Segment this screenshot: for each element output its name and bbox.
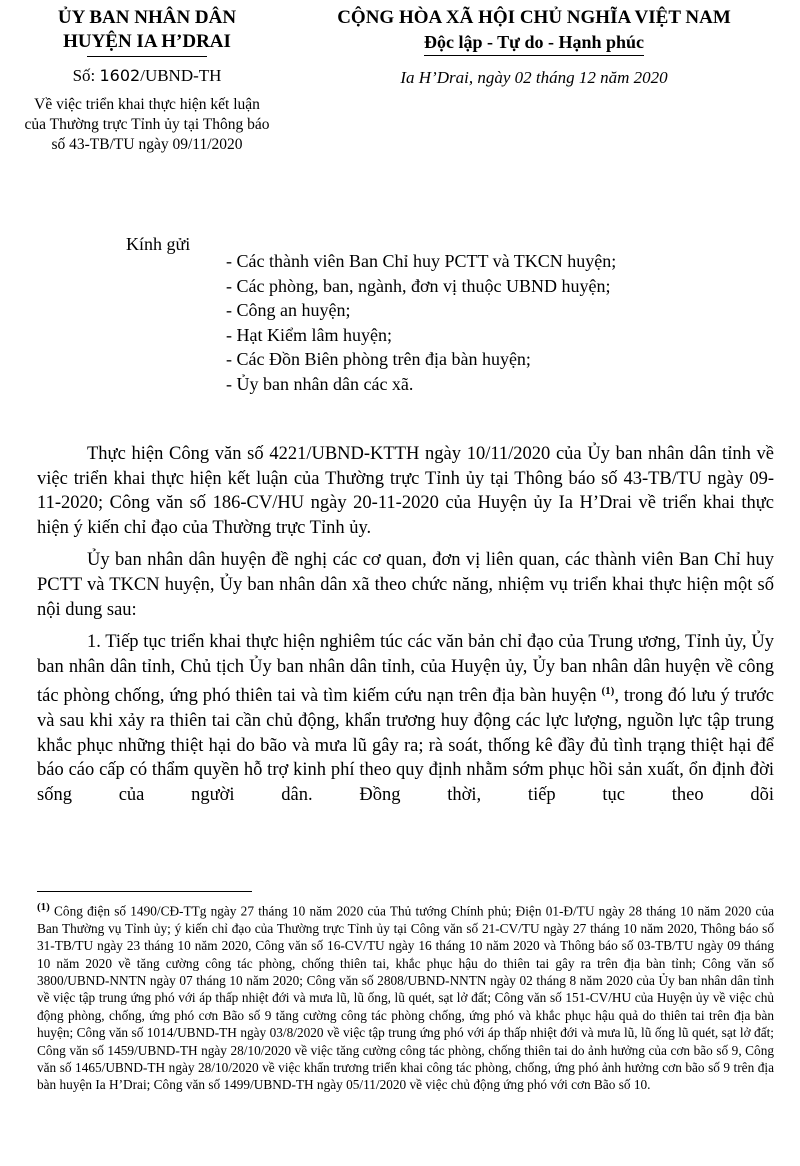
recipient-item: - Hạt Kiểm lâm huyện; <box>226 324 392 345</box>
paragraph-3-text-a: 1. Tiếp tục triển khai thực hiện nghiêm túc các văn bản chỉ đạo của Trung ương, Tỉnh ủy, Ủy ban nhân dân tỉnh, Chủ tịch Ủy ban nhân dân tỉnh, của Huyện ủy, Ủy ban nhân dân huyện về công tác phòng chống, ứng phó thiên tai và tìm kiếm cứu nạn trên địa bàn huyện <box>37 632 774 707</box>
footnote-reference[interactable]: (1) <box>601 685 615 698</box>
recipients-list <box>226 249 786 396</box>
body-paragraph-2: Ủy ban nhân dân huyện đề nghị các cơ quan, đơn vị liên quan, các thành viên Ban Chỉ huy PCTT và TKCN huyện, Ủy ban nhân dân xã theo chức năng, nhiệm vụ triển khai thực hiện một số nội dung sau: <box>37 550 774 620</box>
national-title: CỘNG HÒA XÃ HỘI CHỦ NGHĨA VIỆT NAM <box>337 7 731 28</box>
issuing-authority-block <box>22 6 272 155</box>
recipient-item: - Các phòng, ban, ngành, đơn vị thuộc UBND huyện; <box>226 275 611 296</box>
recipient-item: - Công an huyện; <box>226 300 351 320</box>
national-motto: Độc lập - Tự do - Hạnh phúc <box>424 30 644 56</box>
body-paragraph-1: Thực hiện Công văn số 4221/UBND-KTTH ngày 10/11/2020 của Ủy ban nhân dân tỉnh về việc triển khai thực hiện kết luận của Thường trực Tỉnh ủy tại Thông báo số 43-TB/TU ngày 09-11-2020; Công văn số 186-CV/HU ngày 20-11-2020 của Huyện ủy Ia H’Drai về triển khai thực hiện ý kiến chỉ đạo của Thường trực Tỉnh ủy. <box>37 444 774 538</box>
recipient-item: - Các thành viên Ban Chỉ huy PCTT và TKCN huyện; <box>226 251 617 271</box>
footnote-marker: (1) <box>37 901 50 913</box>
document-subject: Về việc triển khai thực hiện kết luận của Thường trực Tỉnh ủy tại Thông báo số 43-TB/TU ngày 09/11/2020 <box>24 96 270 153</box>
recipient-item: - Ủy ban nhân dân các xã. <box>226 373 414 394</box>
document-body <box>37 442 774 815</box>
document-number-label: Số: <box>72 66 100 85</box>
footnote-separator <box>37 891 252 892</box>
document-number-suffix: /UBND-TH <box>140 66 222 85</box>
org-name-line2: HUYỆN IA H’DRAI <box>63 31 231 52</box>
org-underline <box>87 56 207 57</box>
paragraph-3-text-b: , trong đó lưu ý trước và sau khi xảy ra thiên tai cần chủ động, khẩn trương huy động các lực lượng, nguồn lực tập trung khắc phục những thiệt hại do bão và mưa lũ gây ra; rà soát, thống kê đầy đủ tình trạng thiệt hại để báo cáo cấp có thẩm quyền hỗ trợ kinh phí theo quy định nhằm sớm phục hồi sản xuất, ổn định đời sống của người dân. Đồng thời, tiếp tục theo dõi <box>37 686 774 805</box>
recipients-label: Kính gửi <box>126 234 191 254</box>
body-paragraph-3 <box>37 630 774 807</box>
footnote <box>37 899 774 1094</box>
place-and-date: Ia H’Drai, ngày 02 tháng 12 năm 2020 <box>400 68 668 87</box>
national-header-block <box>284 6 784 91</box>
org-name-line1: ỦY BAN NHÂN DÂN <box>57 7 237 28</box>
document-number-value: 1602 <box>99 66 141 85</box>
footnote-text: Công điện số 1490/CĐ-TTg ngày 27 tháng 10 năm 2020 của Thủ tướng Chính phủ; Điện 01-Đ/TU ngày 28 tháng 10 năm 2020 của Ban Thường vụ Tỉnh ủy; ý kiến chỉ đạo của Thường trực Tỉnh ủy tại Công văn số 21-CV/TU ngày 27 tháng 10 năm 2020, Thông báo số 31-TB/TU ngày 23 tháng 10 năm 2020, Công văn số 16-CV/TU ngày 16 tháng 10 năm 2020 và Thông báo số 03-TB/TU ngày 09 tháng 10 năm 2020 về tăng cường công tác phòng, chống thiên tai, khắc phục hậu do thiên tai gây ra trên địa bàn tỉnh; Công văn số 3800/UBND-NNTN ngày 07 tháng 10 năm 2020; Công văn số 2808/UBND-NNTN ngày 02 tháng 8 năm 2020 của Ủy ban nhân dân tỉnh về việc tập trung ứng phó với áp thấp nhiệt đới và mưa lũ, lũ ống, lũ quét, sạt lở đất; Công văn số 151-CV/HU của Huyện ủy về việc chủ động phòng, chống, ứng phó cơn Bão số 9 tăng cường công tác phòng chống, ứng phó và khắc phục hậu quả do thiên tai trên địa bàn huyện; Công văn số 1014/UBND-TH ngày 03/8/2020 về việc tập trung ứng phó với áp thấp nhiệt đới và mưa lũ, lũ ống lũ quét, sạt lở đất; Công văn số 1459/UBND-TH ngày 28/10/2020 về việc tăng cường công tác phòng, chống thiên tai do ảnh hưởng của cơn bão số 9, Công văn số 1465/UBND-TH ngày 28/10/2020 về việc khẩn trương triển khai công tác phòng, chống, ứng phó ảnh hưởng cơn bão số 9 trên địa bàn huyện Ia H’Drai; Công văn số 1499/UBND-TH ngày 05/11/2020 về việc chủ động ứng phó với cơn Bão số 10. <box>37 903 774 1093</box>
document-number <box>22 63 272 89</box>
recipient-item: - Các Đồn Biên phòng trên địa bàn huyện; <box>226 349 531 369</box>
